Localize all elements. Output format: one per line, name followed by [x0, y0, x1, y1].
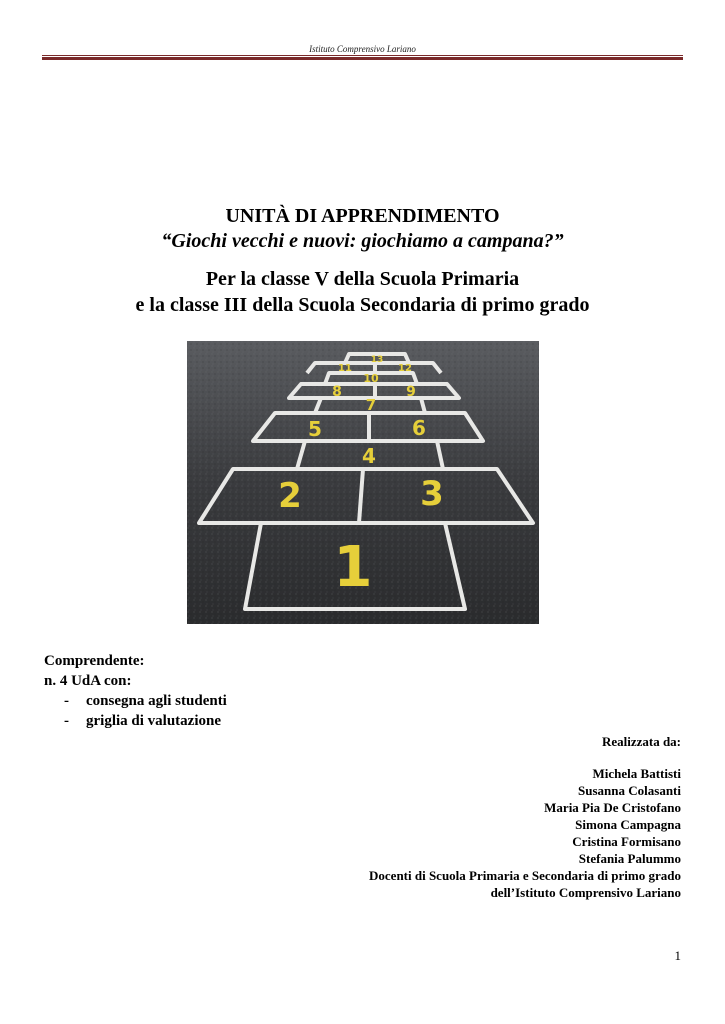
list-item-text: griglia di valutazione: [86, 713, 221, 729]
hopscotch-number-12: 12: [398, 363, 412, 374]
list-item: [64, 711, 227, 731]
hopscotch-number-11: 11: [338, 363, 352, 374]
header-rule: [42, 55, 683, 56]
hopscotch-number-3: 3: [420, 474, 444, 514]
author-name: Maria Pia De Cristofano: [544, 800, 681, 815]
hopscotch-number-8: 8: [332, 384, 342, 400]
author-name: Cristina Formisano: [572, 834, 681, 849]
hopscotch-number-5: 5: [308, 417, 322, 441]
document-subtitle: “Giochi vecchi e nuovi: giochiamo a campana?”: [161, 230, 564, 252]
hopscotch-number-4: 4: [362, 444, 376, 468]
page-number: 1: [674, 948, 681, 963]
list-item-text: consegna agli studenti: [86, 693, 227, 709]
credits-list: [369, 765, 681, 901]
page-header: Istituto Comprensivo Lariano: [309, 44, 416, 54]
author-name: Stefania Palummo: [578, 851, 681, 866]
target-class-line-2: e la classe III della Scuola Secondaria di primo grado: [135, 294, 590, 316]
authors-institute: dell’Istituto Comprensivo Lariano: [490, 885, 681, 900]
document-title: UNITÀ DI APPRENDIMENTO: [225, 205, 500, 227]
hopscotch-number-13: 13: [370, 355, 384, 365]
bullet-dash: -: [64, 693, 69, 709]
authors-role: Docenti di Scuola Primaria e Secondaria di primo grado: [369, 868, 681, 883]
contents-heading: Comprendente:: [44, 653, 145, 669]
hopscotch-number-10: 10: [363, 372, 379, 385]
author-name: Simona Campagna: [575, 817, 681, 832]
hopscotch-number-2: 2: [278, 476, 302, 516]
hopscotch-photo: [187, 341, 539, 624]
credits-heading: Realizzata da:: [601, 734, 681, 749]
list-item: [64, 691, 227, 711]
author-name: Michela Battisti: [592, 766, 681, 781]
contents-section: [44, 651, 227, 731]
target-class-line-1: Per la classe V della Scuola Primaria: [205, 268, 520, 290]
hopscotch-number-7: 7: [365, 396, 377, 414]
author-name: Susanna Colasanti: [578, 783, 681, 798]
contents-subheading: n. 4 UdA con:: [44, 673, 132, 689]
hopscotch-number-6: 6: [412, 416, 426, 440]
hopscotch-number-1: 1: [333, 535, 373, 600]
hopscotch-number-9: 9: [406, 384, 416, 400]
header-rule-thick: [42, 57, 683, 60]
bullet-dash: -: [64, 713, 69, 729]
